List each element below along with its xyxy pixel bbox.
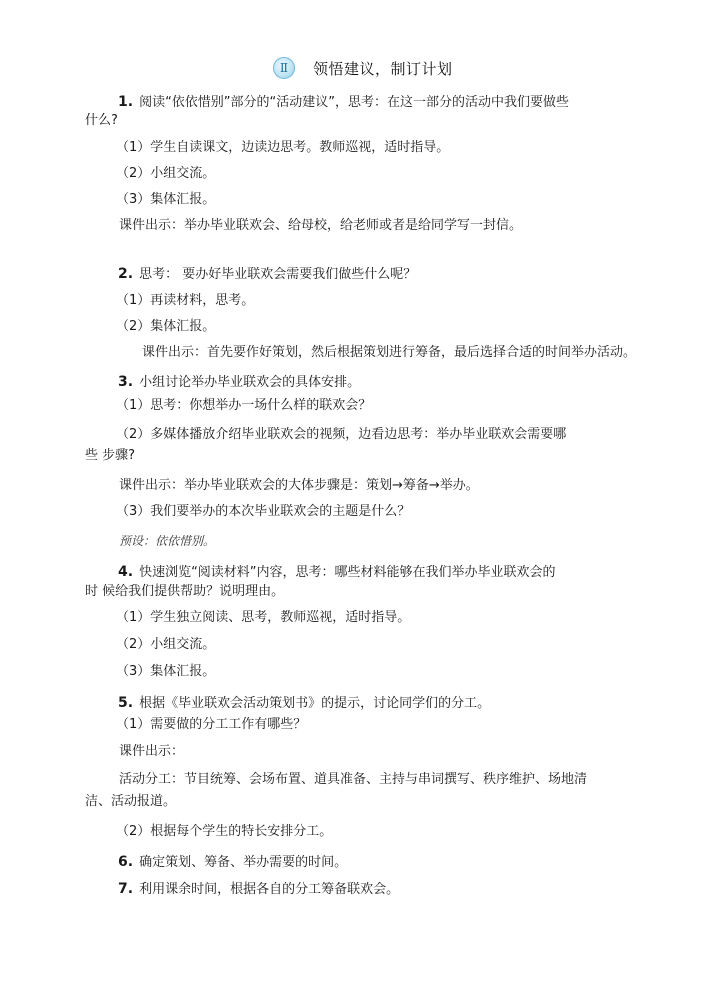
s4-number: 4. bbox=[118, 564, 134, 580]
roman-numeral: Ⅱ bbox=[279, 61, 289, 75]
s5-step2: （2）根据每个学生的特长安排分工。 bbox=[116, 824, 333, 839]
s5-number: 5. bbox=[118, 695, 134, 711]
s2-number: 2. bbox=[118, 266, 134, 282]
s4-question-text: 快速浏览“阅读材料”内容，思考：哪些材料能够在我们举办毕业联欢会的 bbox=[139, 565, 556, 580]
s1-step2: （2）小组交流。 bbox=[116, 166, 216, 181]
s1-question-cont: 什么? bbox=[85, 113, 118, 128]
s1-courseware: 课件出示：举办毕业联欢会、给母校，给老师或者是给同学写一封信。 bbox=[119, 218, 523, 233]
s7-text: 利用课余时间，根据各自的分工筹备联欢会。 bbox=[139, 882, 400, 897]
roman-numeral-badge-icon bbox=[273, 57, 295, 79]
s2-question-text: 思考： 要办好毕业联欢会需要我们做些什么呢？ bbox=[139, 267, 417, 282]
s4-question-cont: 时 候给我们提供帮助？说明理由。 bbox=[85, 584, 285, 599]
s6-item bbox=[118, 853, 347, 872]
s1-question bbox=[118, 93, 569, 112]
s2-step1: （1）再读材料，思考。 bbox=[116, 293, 255, 308]
s5-question-text: 根据《毕业联欢会活动策划书》的提示，讨论同学们的分工。 bbox=[139, 696, 491, 711]
s4-step2: （2）小组交流。 bbox=[116, 637, 216, 652]
s2-step2: （2）集体汇报。 bbox=[116, 319, 216, 334]
s5-question bbox=[118, 694, 490, 713]
s3-question-text: 小组讨论举办毕业联欢会的具体安排。 bbox=[139, 375, 361, 390]
s3-number: 3. bbox=[118, 374, 134, 390]
s1-number: 1. bbox=[118, 94, 134, 110]
s5-courseware: 课件出示： bbox=[119, 744, 185, 759]
s3-question bbox=[118, 373, 360, 392]
s2-courseware: 课件出示：首先要作好策划，然后根据策划进行筹备，最后选择合适的时间举办活动。 bbox=[142, 345, 637, 360]
s4-step1: （1）学生独立阅读、思考，教师巡视，适时指导。 bbox=[116, 610, 411, 625]
s2-question bbox=[118, 265, 416, 284]
s3-step2-cont: 些 步骤? bbox=[85, 448, 136, 463]
s4-question bbox=[118, 563, 556, 582]
s4-step3: （3）集体汇报。 bbox=[116, 664, 216, 679]
s1-step1: （1）学生自读课文，边读边思考。教师巡视，适时指导。 bbox=[116, 140, 450, 155]
section-heading bbox=[273, 57, 453, 79]
s5-division: 活动分工：节目统筹、会场布置、道具准备、主持与串词撰写、秩序维护、场地清 bbox=[119, 772, 588, 787]
s3-preset: 预设：依依惜别。 bbox=[119, 534, 216, 548]
s6-number: 6. bbox=[118, 854, 134, 870]
s7-number: 7. bbox=[118, 881, 134, 897]
s3-courseware: 课件出示：举办毕业联欢会的大体步骤是：策划→筹备→举办。 bbox=[119, 478, 479, 493]
s1-step3: （3）集体汇报。 bbox=[116, 192, 216, 207]
s3-step1: （1）思考：你想举办一场什么样的联欢会？ bbox=[116, 398, 372, 413]
s6-text: 确定策划、筹备、举办需要的时间。 bbox=[139, 855, 348, 870]
s5-division-cont: 洁、活动报道。 bbox=[85, 794, 177, 809]
s3-step3: （3）我们要举办的本次毕业联欢会的主题是什么？ bbox=[116, 504, 411, 519]
s1-question-text: 阅读“依依惜别”部分的“活动建议”，思考：在这一部分的活动中我们要做些 bbox=[139, 95, 570, 110]
s7-item bbox=[118, 880, 399, 899]
s3-step2: （2）多媒体播放介绍毕业联欢会的视频，边看边思考：举办毕业联欢会需要哪 bbox=[116, 427, 567, 442]
s5-step1: （1）需要做的分工工作有哪些？ bbox=[116, 717, 307, 732]
section-title: 领悟建议，制订计划 bbox=[313, 59, 453, 78]
